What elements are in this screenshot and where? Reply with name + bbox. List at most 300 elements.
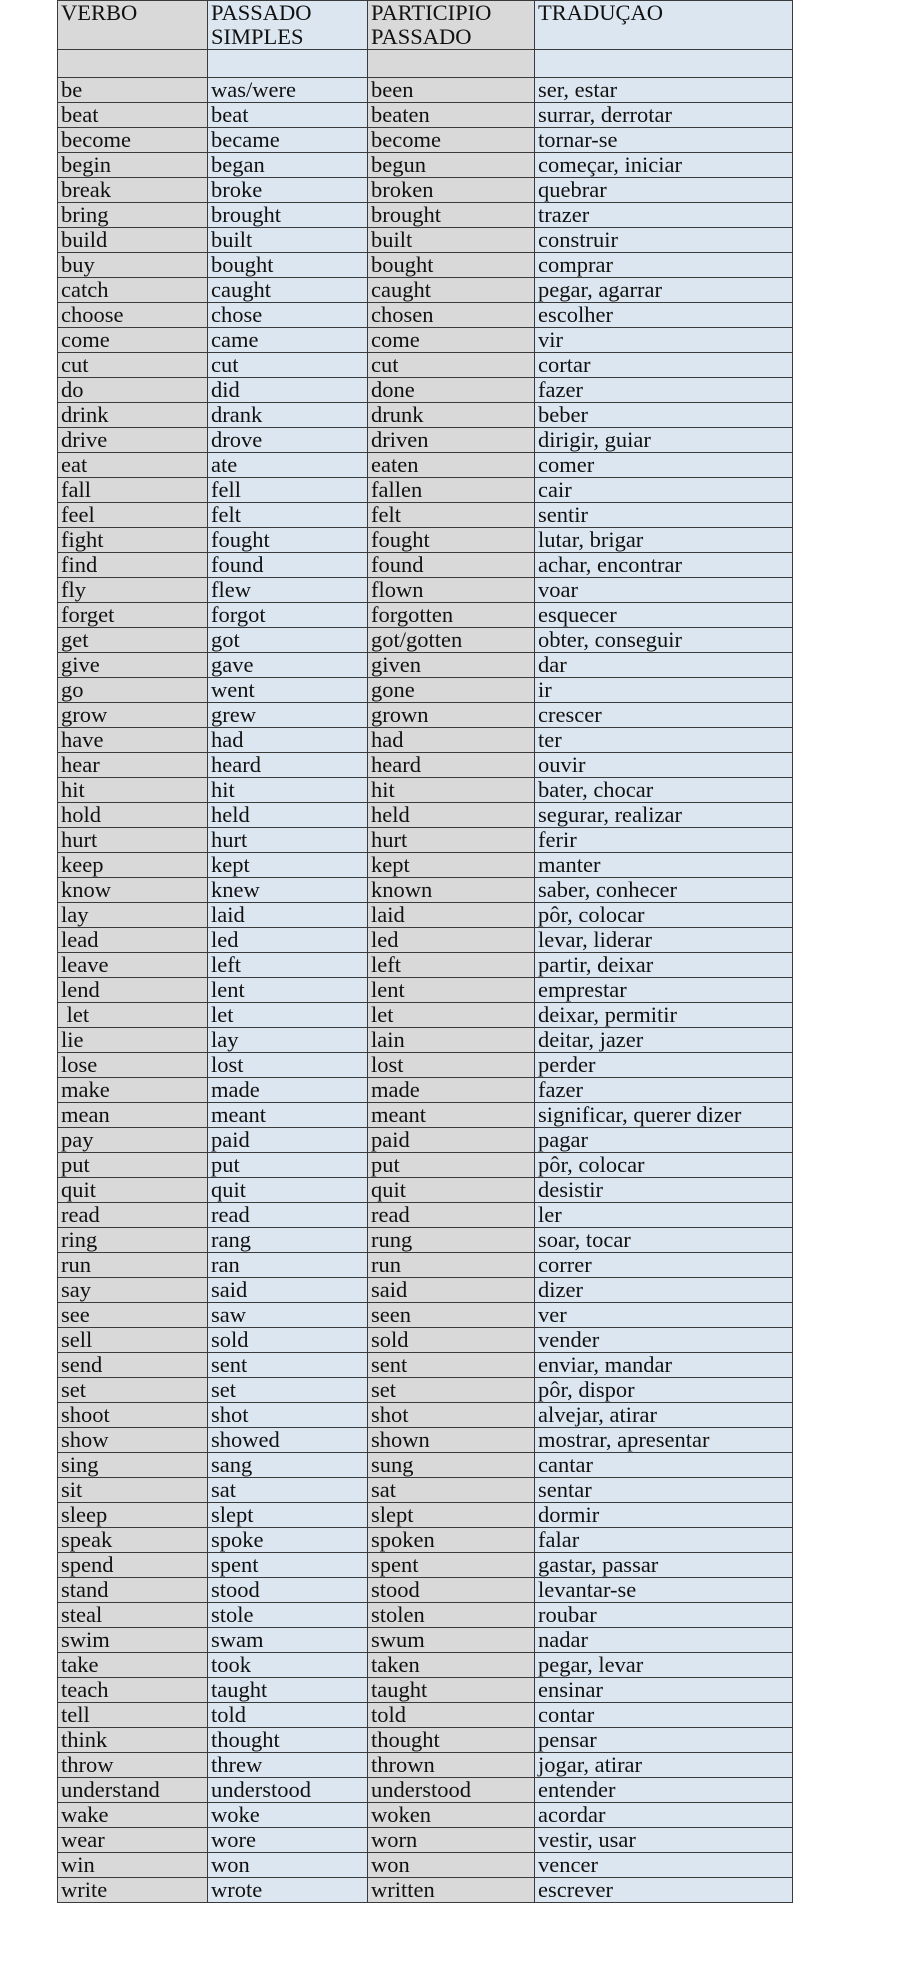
translation-cell: cortar [535,353,793,378]
past-simple-cell: ran [208,1253,368,1278]
past-participle-cell: forgotten [368,603,535,628]
verb-cell: break [58,178,208,203]
past-participle-cell: found [368,553,535,578]
verb-cell: send [58,1353,208,1378]
verb-cell: set [58,1378,208,1403]
past-simple-cell: saw [208,1303,368,1328]
past-simple-cell: threw [208,1753,368,1778]
table-row [58,1678,793,1703]
past-simple-cell: led [208,928,368,953]
table-row [58,1728,793,1753]
past-simple-cell: had [208,728,368,753]
past-simple-cell: left [208,953,368,978]
past-participle-cell: sent [368,1353,535,1378]
verb-cell: hold [58,803,208,828]
verb-cell: find [58,553,208,578]
translation-cell: pôr, dispor [535,1378,793,1403]
spacer-cell [208,50,368,78]
translation-cell: começar, iniciar [535,153,793,178]
past-participle-cell: set [368,1378,535,1403]
translation-cell: crescer [535,703,793,728]
translation-cell: ensinar [535,1678,793,1703]
translation-cell: partir, deixar [535,953,793,978]
translation-cell: quebrar [535,178,793,203]
past-simple-cell: drank [208,403,368,428]
translation-cell: achar, encontrar [535,553,793,578]
spacer-cell [368,50,535,78]
table-row [58,1453,793,1478]
past-participle-cell: put [368,1153,535,1178]
past-participle-cell: seen [368,1303,535,1328]
translation-cell: manter [535,853,793,878]
past-participle-cell: lent [368,978,535,1003]
past-simple-cell: laid [208,903,368,928]
past-simple-cell: got [208,628,368,653]
verb-cell: shoot [58,1403,208,1428]
past-simple-cell: wore [208,1828,368,1853]
verb-cell: come [58,328,208,353]
verb-cell: ring [58,1228,208,1253]
verb-cell: keep [58,853,208,878]
past-participle-cell: broken [368,178,535,203]
past-simple-cell: wrote [208,1878,368,1903]
verb-cell: put [58,1153,208,1178]
past-simple-cell: put [208,1153,368,1178]
verb-cell: understand [58,1778,208,1803]
verb-cell: sit [58,1478,208,1503]
translation-cell: sentar [535,1478,793,1503]
table-row [58,803,793,828]
table-row [58,553,793,578]
table-row [58,678,793,703]
past-participle-cell: chosen [368,303,535,328]
translation-cell: tornar-se [535,128,793,153]
header-participio-passado: PARTICIPIO PASSADO [368,1,535,50]
translation-cell: acordar [535,1803,793,1828]
translation-cell: lutar, brigar [535,528,793,553]
verb-cell: spend [58,1553,208,1578]
past-participle-cell: heard [368,753,535,778]
past-participle-cell: slept [368,1503,535,1528]
verb-cell: mean [58,1103,208,1128]
past-participle-cell: caught [368,278,535,303]
past-simple-cell: began [208,153,368,178]
past-simple-cell: paid [208,1128,368,1153]
translation-cell: ler [535,1203,793,1228]
past-participle-cell: known [368,878,535,903]
verb-cell: wake [58,1803,208,1828]
verb-cell: eat [58,453,208,478]
past-simple-cell: heard [208,753,368,778]
translation-cell: levar, liderar [535,928,793,953]
past-simple-cell: grew [208,703,368,728]
verb-cell: take [58,1653,208,1678]
table-row [58,1553,793,1578]
table-row [58,603,793,628]
verb-cell: hit [58,778,208,803]
past-simple-cell: built [208,228,368,253]
translation-cell: pensar [535,1728,793,1753]
translation-cell: ser, estar [535,78,793,103]
verb-cell: do [58,378,208,403]
table-row [58,528,793,553]
table-row [58,828,793,853]
past-participle-cell: felt [368,503,535,528]
verb-cell: teach [58,1678,208,1703]
verb-cell: give [58,653,208,678]
translation-cell: enviar, mandar [535,1353,793,1378]
past-participle-cell: drunk [368,403,535,428]
past-simple-cell: hit [208,778,368,803]
table-row [58,1628,793,1653]
translation-cell: emprestar [535,978,793,1003]
table-row [58,1303,793,1328]
translation-cell: gastar, passar [535,1553,793,1578]
past-simple-cell: did [208,378,368,403]
past-participle-cell: spent [368,1553,535,1578]
table-row [58,1828,793,1853]
translation-cell: trazer [535,203,793,228]
table-row [58,278,793,303]
past-simple-cell: fought [208,528,368,553]
translation-cell: bater, chocar [535,778,793,803]
past-simple-cell: went [208,678,368,703]
past-participle-cell: stolen [368,1603,535,1628]
translation-cell: dar [535,653,793,678]
table-row [58,1003,793,1028]
verb-cell: fall [58,478,208,503]
past-participle-cell: become [368,128,535,153]
table-row [58,728,793,753]
verb-cell: write [58,1878,208,1903]
table-row [58,1353,793,1378]
spacer-row [58,50,793,78]
past-participle-cell: held [368,803,535,828]
past-participle-cell: fallen [368,478,535,503]
past-participle-cell: got/gotten [368,628,535,653]
verb-cell: show [58,1428,208,1453]
past-participle-cell: stood [368,1578,535,1603]
translation-cell: fazer [535,1078,793,1103]
past-simple-cell: ate [208,453,368,478]
past-participle-cell: led [368,928,535,953]
translation-cell: obter, conseguir [535,628,793,653]
verb-cell: tell [58,1703,208,1728]
verb-cell: fight [58,528,208,553]
past-participle-cell: sold [368,1328,535,1353]
verb-cell: cut [58,353,208,378]
table-row [58,753,793,778]
verb-cell: be [58,78,208,103]
translation-cell: cair [535,478,793,503]
verb-cell: run [58,1253,208,1278]
past-simple-cell: stood [208,1578,368,1603]
translation-cell: surrar, derrotar [535,103,793,128]
verb-cell: drink [58,403,208,428]
translation-cell: falar [535,1528,793,1553]
table-row [58,1078,793,1103]
table-row [58,153,793,178]
table-row [58,378,793,403]
past-participle-cell: worn [368,1828,535,1853]
past-simple-cell: sang [208,1453,368,1478]
translation-cell: ir [535,678,793,703]
table-row [58,428,793,453]
verb-cell: lie [58,1028,208,1053]
header-traducao: TRADUÇAO [535,1,793,50]
past-simple-cell: set [208,1378,368,1403]
past-participle-cell: let [368,1003,535,1028]
translation-cell: nadar [535,1628,793,1653]
table-row [58,1228,793,1253]
table-row [58,353,793,378]
translation-cell: mostrar, apresentar [535,1428,793,1453]
past-participle-cell: sat [368,1478,535,1503]
past-simple-cell: kept [208,853,368,878]
translation-cell: contar [535,1703,793,1728]
table-row [58,1128,793,1153]
spacer-cell [535,50,793,78]
past-participle-cell: shot [368,1403,535,1428]
past-simple-cell: found [208,553,368,578]
past-participle-cell: cut [368,353,535,378]
verb-cell: feel [58,503,208,528]
table-row [58,853,793,878]
verb-cell: win [58,1853,208,1878]
table-row [58,128,793,153]
verb-cell: read [58,1203,208,1228]
translation-cell: beber [535,403,793,428]
verb-cell: buy [58,253,208,278]
past-simple-cell: gave [208,653,368,678]
past-participle-cell: read [368,1203,535,1228]
table-row [58,1803,793,1828]
verb-cell: know [58,878,208,903]
translation-cell: jogar, atirar [535,1753,793,1778]
past-participle-cell: written [368,1878,535,1903]
past-participle-cell: eaten [368,453,535,478]
past-simple-cell: thought [208,1728,368,1753]
verb-cell: lead [58,928,208,953]
verb-cell: leave [58,953,208,978]
past-simple-cell: told [208,1703,368,1728]
past-participle-cell: won [368,1853,535,1878]
past-participle-cell: beaten [368,103,535,128]
past-simple-cell: stole [208,1603,368,1628]
translation-cell: deitar, jazer [535,1028,793,1053]
table-row [58,1853,793,1878]
verb-cell: drive [58,428,208,453]
past-participle-cell: been [368,78,535,103]
past-participle-cell: thrown [368,1753,535,1778]
table-row [58,78,793,103]
past-participle-cell: kept [368,853,535,878]
past-simple-cell: rang [208,1228,368,1253]
past-simple-cell: sat [208,1478,368,1503]
past-simple-cell: swam [208,1628,368,1653]
past-simple-cell: taught [208,1678,368,1703]
past-participle-cell: come [368,328,535,353]
table-row [58,928,793,953]
past-simple-cell: meant [208,1103,368,1128]
past-simple-cell: chose [208,303,368,328]
past-participle-cell: made [368,1078,535,1103]
verb-cell: sleep [58,1503,208,1528]
past-participle-cell: lain [368,1028,535,1053]
table-row [58,228,793,253]
past-participle-cell: taken [368,1653,535,1678]
past-participle-cell: bought [368,253,535,278]
table-row [58,203,793,228]
verb-cell: sell [58,1328,208,1353]
translation-cell: pegar, levar [535,1653,793,1678]
past-participle-cell: meant [368,1103,535,1128]
table-row [58,1028,793,1053]
past-simple-cell: spoke [208,1528,368,1553]
past-simple-cell: caught [208,278,368,303]
past-participle-cell: shown [368,1428,535,1453]
translation-cell: escrever [535,1878,793,1903]
translation-cell: vender [535,1328,793,1353]
translation-cell: escolher [535,303,793,328]
translation-cell: vir [535,328,793,353]
verb-cell: lay [58,903,208,928]
past-simple-cell: said [208,1278,368,1303]
translation-cell: significar, querer dizer [535,1103,793,1128]
table-body [58,50,793,1903]
past-simple-cell: read [208,1203,368,1228]
table-row [58,453,793,478]
translation-cell: correr [535,1253,793,1278]
verb-cell: go [58,678,208,703]
table-row [58,1753,793,1778]
table-row [58,1528,793,1553]
table-row [58,1403,793,1428]
past-simple-cell: broke [208,178,368,203]
table-row [58,1328,793,1353]
verb-cell: pay [58,1128,208,1153]
translation-cell: deixar, permitir [535,1003,793,1028]
table-row [58,503,793,528]
past-simple-cell: let [208,1003,368,1028]
past-participle-cell: driven [368,428,535,453]
past-participle-cell: sung [368,1453,535,1478]
verb-cell: see [58,1303,208,1328]
table-row [58,1428,793,1453]
verb-cell: lend [58,978,208,1003]
past-simple-cell: cut [208,353,368,378]
past-participle-cell: gone [368,678,535,703]
verb-cell: build [58,228,208,253]
past-participle-cell: had [368,728,535,753]
past-simple-cell: was/were [208,78,368,103]
translation-cell: desistir [535,1178,793,1203]
past-participle-cell: taught [368,1678,535,1703]
past-simple-cell: hurt [208,828,368,853]
past-simple-cell: made [208,1078,368,1103]
translation-cell: pôr, colocar [535,1153,793,1178]
translation-cell: pegar, agarrar [535,278,793,303]
table-row [58,403,793,428]
past-participle-cell: hit [368,778,535,803]
past-simple-cell: quit [208,1178,368,1203]
verb-cell: get [58,628,208,653]
table-row [58,1178,793,1203]
table-header-row [58,1,793,50]
table-row [58,1703,793,1728]
table-row [58,1253,793,1278]
past-participle-cell: left [368,953,535,978]
verb-cell: swim [58,1628,208,1653]
past-simple-cell: woke [208,1803,368,1828]
past-simple-cell: won [208,1853,368,1878]
past-simple-cell: brought [208,203,368,228]
past-participle-cell: run [368,1253,535,1278]
past-participle-cell: woken [368,1803,535,1828]
table-row [58,778,793,803]
past-participle-cell: flown [368,578,535,603]
table-row [58,1378,793,1403]
translation-cell: fazer [535,378,793,403]
table-row [58,1603,793,1628]
past-simple-cell: forgot [208,603,368,628]
verb-cell: sing [58,1453,208,1478]
past-participle-cell: paid [368,1128,535,1153]
table-row [58,1053,793,1078]
verb-cell: speak [58,1528,208,1553]
translation-cell: soar, tocar [535,1228,793,1253]
translation-cell: perder [535,1053,793,1078]
past-participle-cell: quit [368,1178,535,1203]
header-verbo: VERBO [58,1,208,50]
verb-cell: let [58,1003,208,1028]
past-participle-cell: done [368,378,535,403]
verb-cell: hurt [58,828,208,853]
verb-cell: quit [58,1178,208,1203]
translation-cell: segurar, realizar [535,803,793,828]
verb-cell: throw [58,1753,208,1778]
table-row [58,978,793,1003]
verb-cell: stand [58,1578,208,1603]
verb-cell: hear [58,753,208,778]
verb-cell: think [58,1728,208,1753]
translation-cell: dizer [535,1278,793,1303]
translation-cell: entender [535,1778,793,1803]
past-simple-cell: lost [208,1053,368,1078]
translation-cell: dormir [535,1503,793,1528]
past-participle-cell: hurt [368,828,535,853]
verb-cell: forget [58,603,208,628]
verb-cell: become [58,128,208,153]
translation-cell: voar [535,578,793,603]
translation-cell: vestir, usar [535,1828,793,1853]
past-participle-cell: rung [368,1228,535,1253]
table-row [58,328,793,353]
translation-cell: esquecer [535,603,793,628]
past-participle-cell: brought [368,203,535,228]
table-row [58,103,793,128]
translation-cell: sentir [535,503,793,528]
past-simple-cell: drove [208,428,368,453]
translation-cell: roubar [535,1603,793,1628]
past-simple-cell: held [208,803,368,828]
translation-cell: vencer [535,1853,793,1878]
translation-cell: saber, conhecer [535,878,793,903]
translation-cell: comer [535,453,793,478]
translation-cell: alvejar, atirar [535,1403,793,1428]
verb-cell: beat [58,103,208,128]
past-simple-cell: knew [208,878,368,903]
